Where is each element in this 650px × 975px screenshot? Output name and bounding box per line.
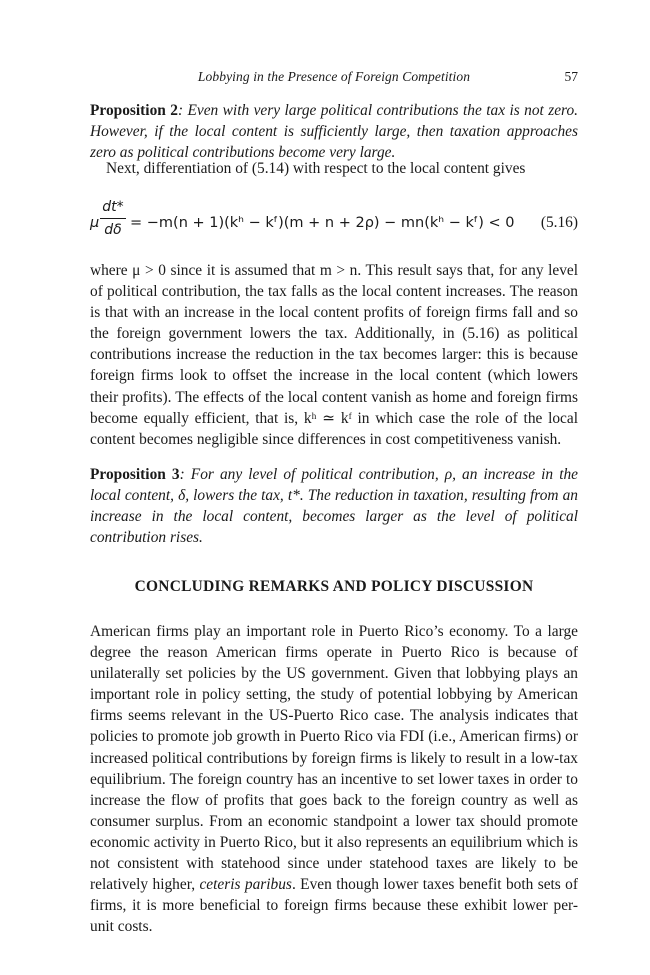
proposition-3 [90, 464, 578, 548]
section-heading: CONCLUDING REMARKS AND POLICY DISCUSSION [134, 578, 534, 595]
page-number: 57 [564, 69, 578, 84]
equation-rhs: = −m(n + 1)(kʰ − kᶠ)(m + n + 2ρ) − mn(kʰ − kᶠ) < 0 [130, 215, 515, 231]
equation-numerator: dt* [102, 199, 124, 215]
proposition-2 [90, 100, 578, 163]
intro-paragraph: Next, differentiation of (5.14) with respect to the local content gives [106, 160, 526, 177]
proposition-2-text: : Even with very large political contributions the tax is not zero. However, if the local content is sufficiently large, then taxation approaches zero as political contributions become very large. [90, 102, 578, 162]
fraction-bar [100, 218, 126, 219]
concluding-text-part-2: . Even though lower taxes benefit both sets of firms, it is more beneficial to foreign firms because these exhibit lower per-unit costs. [90, 876, 579, 936]
concluding-paragraph [90, 621, 578, 937]
concluding-emphasis: ceteris paribus [199, 876, 292, 894]
equation-number: (5.16) [540, 214, 578, 231]
proposition-2-label: Proposition 2 [90, 102, 178, 119]
proposition-3-label: Proposition 3 [90, 466, 180, 483]
equation-lhs-coefficient: μ [90, 215, 100, 231]
equation-fraction [100, 197, 126, 240]
discussion-paragraph: where μ > 0 since it is assumed that m > n. This result says that, for any level of political contribution, the tax falls as the local content increases. The reason is that with an increase in the local content profits of foreign firms fall and so the foreign government lowers the tax. Additionally, in (5.16) as political contributions increase the reduction in the tax becomes larger: this is because foreign firms look to offset the increase in the local content (which lowers their profits). The effects of the local content vanish as home and foreign firms become equally efficient, that is, kʰ ≃ kᶠ in which case the role of the local content becomes negligible since differences in cost competitiveness vanish. [90, 262, 578, 448]
equation-denominator: dδ [104, 222, 122, 238]
proposition-3-text: : For any level of political contribution, ρ, an increase in the local content, δ, lowers the tax, t*. The reduction in taxation, resulting from an increase in the local content, becomes larger as the level of political contribution rises. [90, 466, 578, 547]
running-title: Lobbying in the Presence of Foreign Competition [197, 69, 471, 84]
concluding-text-part-1: American firms play an important role in Puerto Rico’s economy. To a large degree the reason American firms operate in Puerto Rico is because of unilaterally set policies by the US government. Given that lobbying plays an important role in policy setting, the study of potential lobbying by American firms seems relevant in the US-Puerto Rico case. The analysis indicates that policies to promote job growth in Puerto Rico via FDI (i.e., American firms) or increased political contributions by foreign firms is likely to result in a low-tax equilibrium. The foreign country has an incentive to set lower taxes in order to increase the flow of profits that goes back to the foreign country as well as consumer surplus. From an economic standpoint a lower tax should promote economic activity in Puerto Rico, but it also represents an equilibrium which is not consistent with statehood since under statehood taxes are likely to be relatively higher, [90, 623, 578, 894]
equation-5-16 [90, 197, 578, 247]
